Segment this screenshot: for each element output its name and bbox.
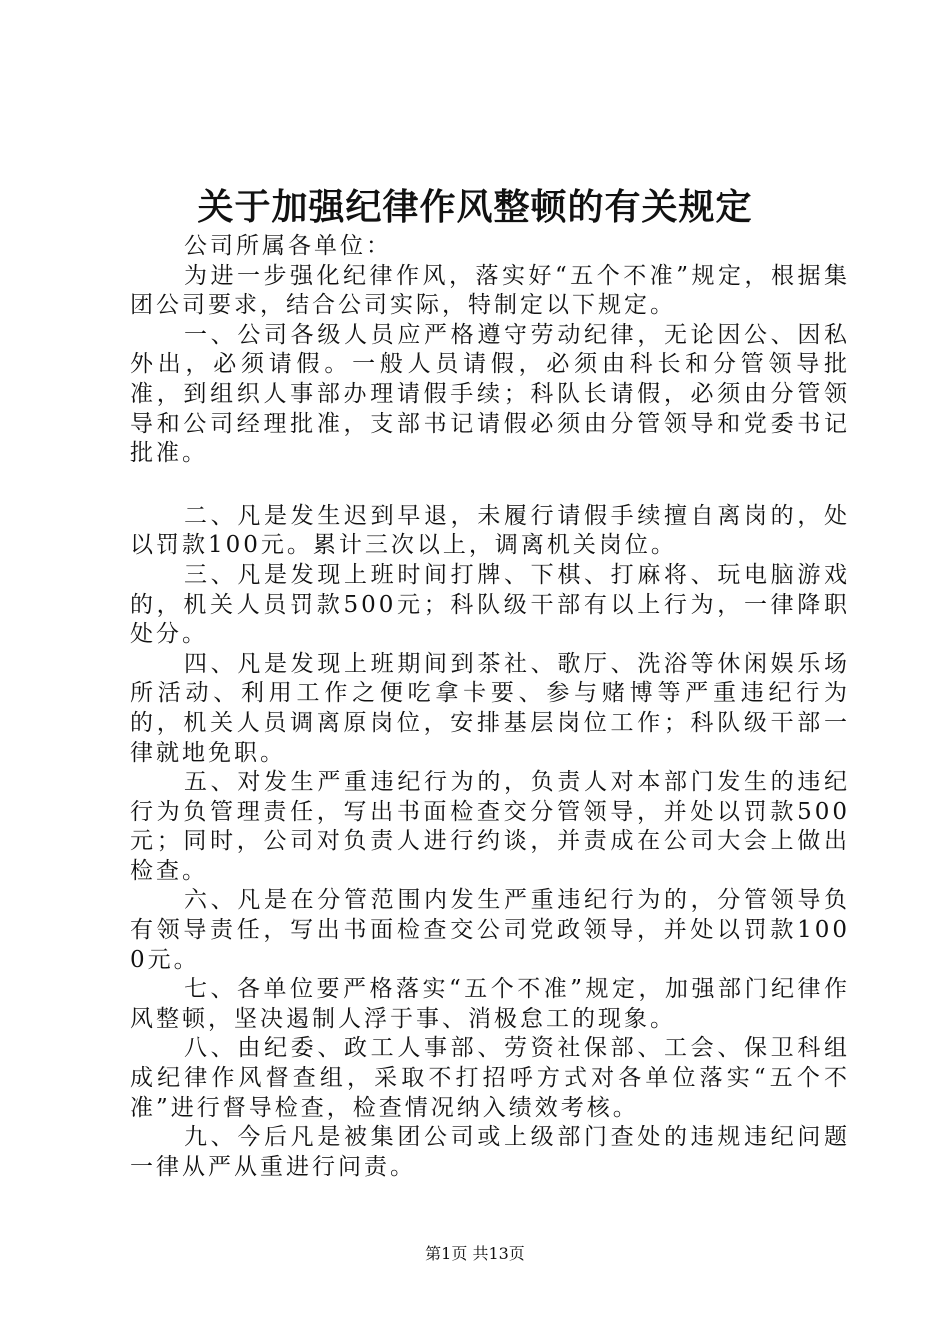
paragraph-rule-4: 四、凡是发现上班期间到茶社、歌厅、洗浴等休闲娱乐场所活动、利用工作之便吃拿卡要、参与赌博等严重违纪行为的，机关人员调离原岗位，安排基层岗位工作；科队级干部一律就地免职。 bbox=[130, 650, 850, 766]
document-title: 关于加强纪律作风整顿的有关规定 bbox=[197, 187, 753, 228]
page-number-footer: 第1页 共13页 bbox=[425, 1244, 525, 1263]
paragraph-rule-1: 一、公司各级人员应严格遵守劳动纪律，无论因公、因私外出，必须请假。一般人员请假，必须由科长和分管领导批准，到组织人事部办理请假手续；科队长请假，必须由分管领导和公司经理批准，支部书记请假必须由分管领导和党委书记批准。 bbox=[130, 321, 850, 467]
paragraph-rule-2: 二、凡是发生迟到早退，未履行请假手续擅自离岗的，处以罚款100元。累计三次以上，调离机关岗位。 bbox=[130, 502, 850, 559]
paragraph-rule-3: 三、凡是发现上班时间打牌、下棋、打麻将、玩电脑游戏的，机关人员罚款500元；科队级干部有以上行为，一律降职处分。 bbox=[130, 561, 850, 648]
paragraph-rule-5: 五、对发生严重违纪行为的，负责人对本部门发生的违纪行为负管理责任，写出书面检查交分管领导，并处以罚款500元；同时，公司对负责人进行约谈，并责成在公司大会上做出检查。 bbox=[130, 769, 850, 884]
salutation: 公司所属各单位： bbox=[184, 233, 392, 259]
paragraph-rule-8: 八、由纪委、政工人事部、劳资社保部、工会、保卫科组成纪律作风督查组，采取不打招呼方式对各单位落实“五个不准”进行督导检查，检查情况纳入绩效考核。 bbox=[130, 1035, 850, 1121]
paragraph-intro: 为进一步强化纪律作风，落实好“五个不准”规定，根据集团公司要求，结合公司实际，特制定以下规定。 bbox=[130, 262, 850, 319]
paragraph-rule-7: 七、各单位要严格落实“五个不准”规定，加强部门纪律作风整顿，坚决遏制人浮于事、消极怠工的现象。 bbox=[130, 976, 850, 1032]
paragraph-rule-9: 九、今后凡是被集团公司或上级部门查处的违规违纪问题一律从严从重进行问责。 bbox=[130, 1124, 850, 1180]
document-body bbox=[130, 232, 850, 1182]
paragraph-rule-6: 六、凡是在分管范围内发生严重违纪行为的，分管领导负有领导责任，写出书面检查交公司党政领导，并处以罚款1000元。 bbox=[130, 887, 850, 973]
